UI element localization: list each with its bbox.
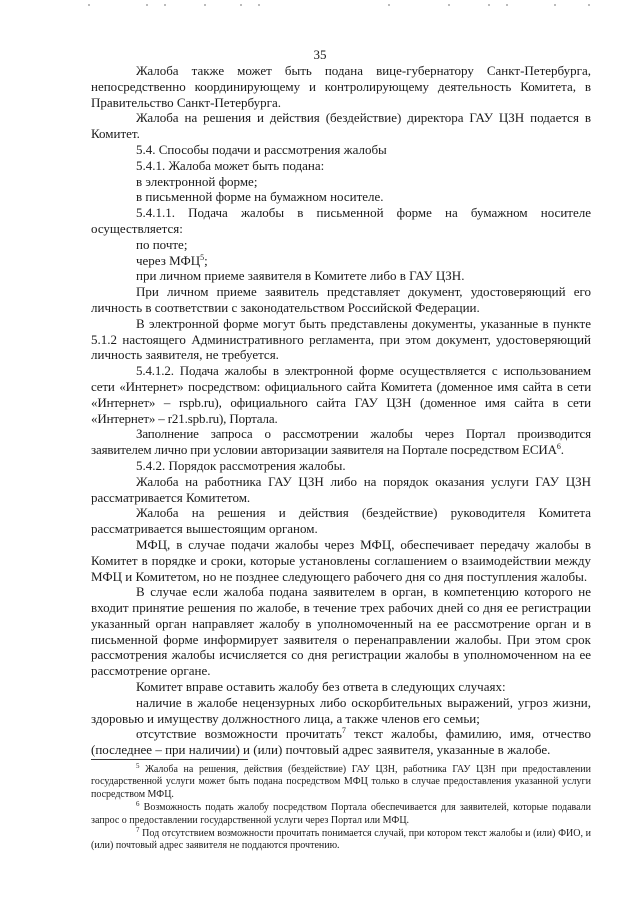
- footnote-6: [91, 802, 591, 827]
- list-item-mfc-text: через МФЦ: [136, 252, 201, 268]
- list-item-personal: при личном приеме заявителя в Комитете либо в ГАУ ЦЗН.: [136, 268, 465, 284]
- paragraph-unreadable: [91, 726, 591, 758]
- footnote-ref-5: 5: [200, 252, 205, 262]
- footnotes: [91, 764, 591, 854]
- paragraph-redirect: В случае если жалоба подана заявителем в орган, в компетенцию которого не входит принятие решения по жалобе, в течение трех рабочих дней со дня ее регистрации указанный орган направляет жалобу в уполномоченный на ее рассмотрение орган и в письменной форме информирует заявителя о перенаправлении жалобы. При этом срок рассмотрения жалобы исчисляется со дня регистрации жалобы в уполномоченном на ее рассмотрение органе.: [91, 584, 591, 679]
- paragraph-vice-governor: Жалоба также может быть подана вице-губернатору Санкт-Петербурга, непосредственно координирующему и контролирующему деятельность Комитета, в Правительство Санкт-Петербурга.: [91, 63, 591, 110]
- subsection-5-4-1-1: 5.4.1.1. Подача жалобы в письменной форме на бумажном носителе осуществляется:: [91, 205, 591, 236]
- list-item-paper: в письменной форме на бумажном носителе.: [136, 189, 384, 205]
- paragraph-mfc-transfer: МФЦ, в случае подачи жалобы через МФЦ, обеспечивает передачу жалобы в Комитет в порядке и сроки, которые установлены соглашением о взаимодействии между МФЦ и Комитетом, но не позднее следующего рабочего дня со дня поступления жалобы.: [91, 536, 591, 584]
- footnote-text: Жалоба на решения, действия (бездействие) ГАУ ЦЗН, работника ГАУ ЦЗН при предоставлении государственной услуги может быть подана посредством МФЦ только в случае предоставления указанной услуги посредством МФЦ.: [91, 764, 591, 800]
- document-body: [91, 63, 591, 758]
- subsection-5-4-1-2: 5.4.1.2. Подача жалобы в электронной форме осуществляется с использованием сети «Интернет» посредством: официального сайта Комитета (доменное имя сайта в сети «Интернет» – rspb.ru), официального сайта ГАУ ЦЗН (доменное имя сайта в сети «Интернет» – r21.spb.ru), Портала.: [91, 363, 591, 426]
- paragraph-director-complaint: Жалоба на решения и действия (бездействие) директора ГАУ ЦЗН подается в Комитет.: [91, 110, 591, 142]
- paragraph-obscene: наличие в жалобе нецензурных либо оскорбительных выражений, угроз жизни, здоровью и имуществу должностного лица, а также членов его семьи;: [91, 694, 591, 726]
- footnote-divider: [91, 759, 248, 760]
- paragraph-no-response: Комитет вправе оставить жалобу без ответа в следующих случаях:: [136, 679, 506, 695]
- subsection-5-4-1: 5.4.1. Жалоба может быть подана:: [136, 157, 325, 173]
- list-item-mfc-end: ;: [204, 252, 208, 268]
- paragraph-portal-request: [91, 426, 591, 458]
- unreadable-text: отсутствие возможности прочитать: [136, 726, 342, 742]
- paragraph-personal-reception: При личном приеме заявитель представляет документ, удостоверяющий его личность в соответствии с законодательством Российской Федерации.: [91, 284, 591, 315]
- footnote-text: Возможность подать жалобу посредством Портала обеспечивается для заявителей, которые подавали запрос о предоставлении государственной услуги через Портал или МФЦ.: [91, 802, 591, 826]
- footnote-text: Под отсутствием возможности прочитать понимается случай, при котором текст жалобы и (или) ФИО, и (или) почтовый адрес заявителя не поддаются прочтению.: [91, 828, 591, 852]
- list-item-electronic: в электронной форме;: [136, 173, 258, 189]
- section-heading-5-4: 5.4. Способы подачи и рассмотрения жалобы: [136, 141, 387, 157]
- footnote-5: [91, 764, 591, 801]
- subsection-5-4-2: 5.4.2. Порядок рассмотрения жалобы.: [136, 457, 346, 473]
- paragraph-head-complaint: Жалоба на решения и действия (бездействие) руководителя Комитета рассматривается вышестоящим органом.: [91, 505, 591, 537]
- list-item-post: по почте;: [136, 236, 188, 252]
- portal-request-end: .: [560, 442, 564, 458]
- footnote-ref-6: 6: [556, 442, 561, 452]
- portal-request-text: Заполнение запроса о рассмотрении жалобы через Портал производится заявителем лично при условии авторизации заявителя на Портале посредством ЕСИА: [91, 426, 591, 458]
- footnote-ref-7: 7: [341, 726, 346, 736]
- footnote-7: [91, 828, 591, 853]
- footnote-mark: 7: [136, 826, 140, 835]
- unreadable-rest: текст жалобы, фамилию, имя, отчество (последнее – при наличии) и (или) почтовый адрес заявителя, указанные в жалобе.: [91, 726, 591, 758]
- scan-artifacts: [88, 4, 593, 8]
- list-item-mfc: [91, 253, 591, 269]
- paragraph-electronic-documents: В электронной форме могут быть представлены документы, указанные в пункте 5.1.2 настоящего Административного регламента, при этом документ, удостоверяющий личность заявителя, не требуется.: [91, 315, 591, 363]
- paragraph-employee-complaint: Жалоба на работника ГАУ ЦЗН либо на порядок оказания услуги ГАУ ЦЗН рассматривается Комитетом.: [91, 473, 591, 505]
- footnote-mark: 6: [136, 800, 140, 809]
- page-number: 35: [313, 47, 327, 62]
- footnote-mark: 5: [136, 762, 140, 770]
